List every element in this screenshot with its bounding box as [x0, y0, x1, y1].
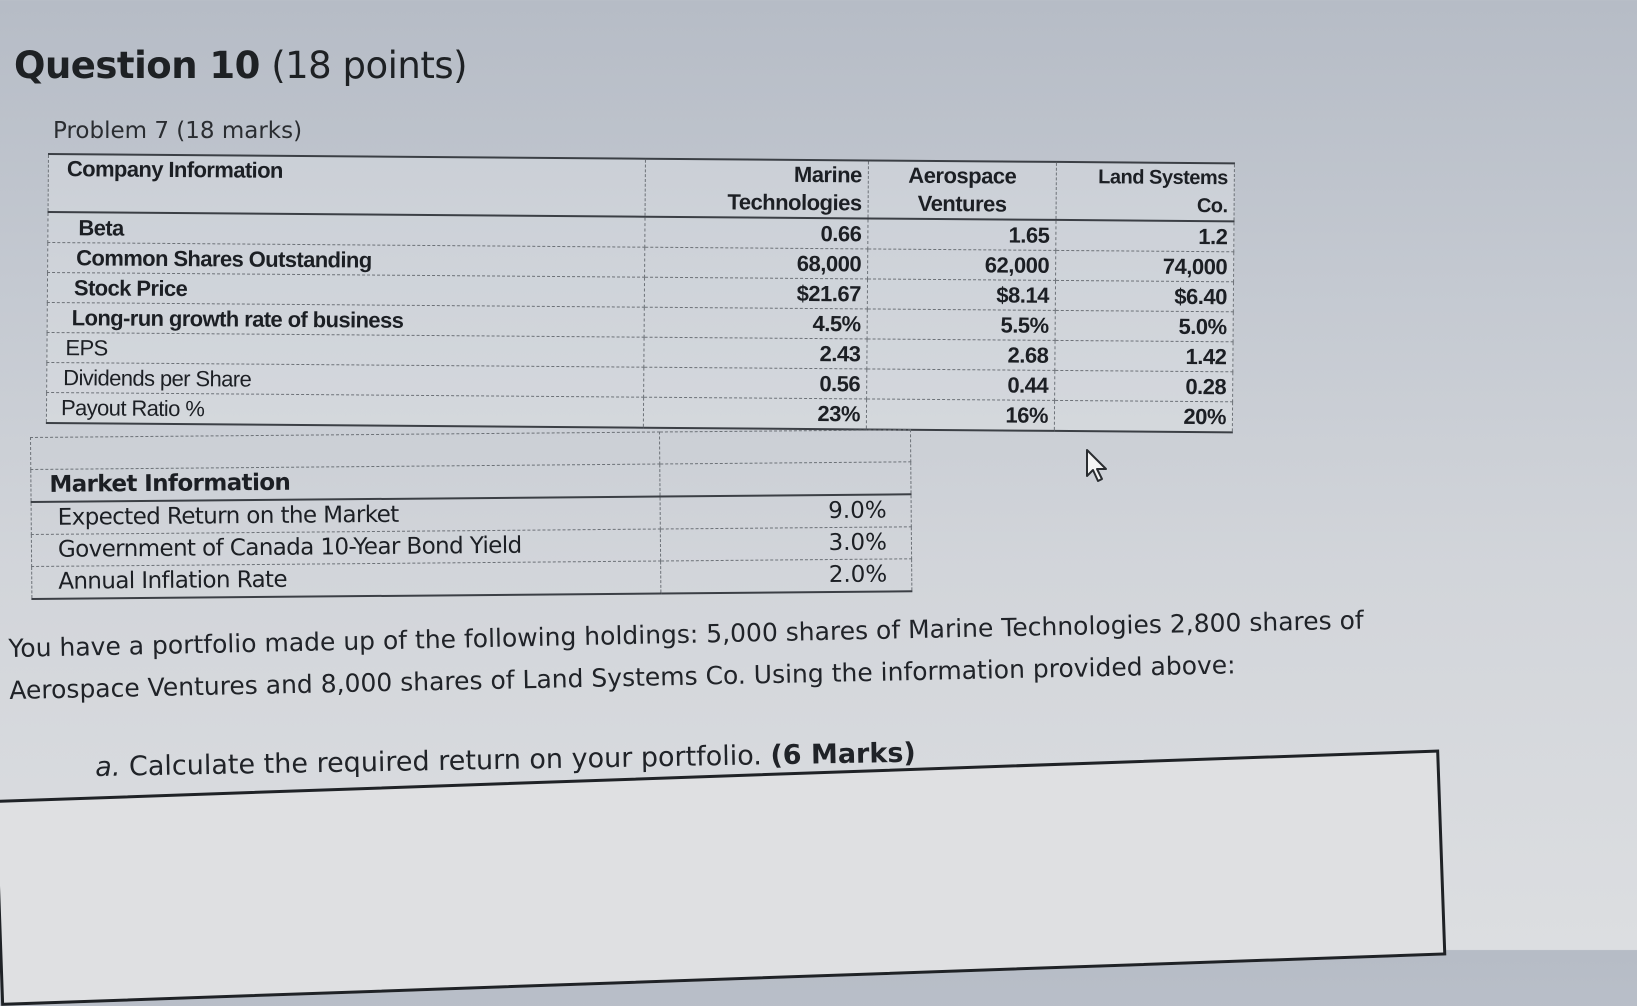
mouse-pointer-icon — [1085, 448, 1111, 484]
cell-value: 5.5% — [867, 309, 1055, 340]
part-a-marks: (6 Marks) — [770, 737, 916, 772]
cell-value: 0.56 — [644, 367, 867, 399]
cell-value: 4.5% — [644, 307, 867, 339]
empty-cell — [659, 430, 910, 464]
cell-value: 5.0% — [1055, 310, 1233, 341]
cell-value: 2.0% — [661, 559, 912, 594]
cell-value: 68,000 — [645, 247, 868, 279]
question-title — [14, 44, 467, 87]
row-label-inflation: Annual Inflation Rate — [32, 561, 661, 599]
cell-value: 16% — [866, 399, 1054, 431]
cell-value: 0.44 — [867, 369, 1055, 400]
part-a-letter: a. — [95, 751, 121, 783]
row-label-payout-ratio: Payout Ratio % — [46, 392, 643, 427]
cell-value: 2.43 — [644, 337, 867, 369]
cell-value: 23% — [643, 397, 866, 429]
part-a-text: Calculate the required return on your portfolio. — [128, 740, 763, 783]
row-label-market-return: Expected Return on the Market — [31, 497, 660, 535]
row-label-eps: EPS — [47, 332, 644, 367]
company-header-aerospace: Aerospace Ventures — [868, 160, 1056, 219]
row-label-shares-outstanding: Common Shares Outstanding — [48, 243, 645, 278]
cell-value: 1.2 — [1056, 220, 1234, 252]
question-points: (18 points) — [271, 44, 468, 87]
cell-value: $6.40 — [1055, 280, 1233, 311]
cell-value: 9.0% — [660, 494, 911, 529]
row-label-growth-rate: Long-run growth rate of business — [47, 302, 644, 337]
row-label-bond-yield: Government of Canada 10-Year Bond Yield — [31, 529, 660, 566]
company-information-table — [46, 153, 1235, 433]
cell-value: $21.67 — [644, 277, 867, 309]
answer-text-box[interactable] — [0, 750, 1446, 1006]
market-information-table — [30, 429, 912, 600]
row-label-dividends: Dividends per Share — [47, 362, 644, 397]
cell-value: 20% — [1054, 400, 1232, 432]
empty-cell — [660, 462, 911, 497]
cell-value: 0.66 — [645, 217, 868, 249]
company-header-land-systems: Land Systems Co. — [1056, 162, 1234, 221]
row-label-beta: Beta — [48, 212, 645, 247]
row-label-stock-price: Stock Price — [47, 273, 644, 308]
portfolio-description: You have a portfolio made up of the following holdings: 5,000 shares of Marine Technologies 2,800 shares of Aerospace Ventures and 8,000 shares of Land Systems Co. Using the information provided above: — [8, 605, 1364, 705]
cell-value: 0.28 — [1055, 370, 1233, 401]
company-info-header: Company Information — [48, 154, 645, 217]
cell-value: 1.42 — [1055, 340, 1233, 371]
cell-value: 74,000 — [1056, 250, 1234, 281]
market-info-header: Market Information — [31, 464, 660, 502]
cell-value: $8.14 — [867, 279, 1055, 310]
problem-title: Problem 7 (18 marks) — [53, 118, 303, 144]
cell-value: 1.65 — [868, 218, 1056, 250]
question-number: Question 10 — [14, 44, 260, 87]
company-header-marine: Marine Technologies — [645, 159, 868, 219]
company-table-header-row — [48, 154, 1234, 221]
cell-value: 3.0% — [660, 527, 911, 561]
cell-value: 62,000 — [868, 249, 1056, 280]
cell-value: 2.68 — [867, 339, 1055, 370]
